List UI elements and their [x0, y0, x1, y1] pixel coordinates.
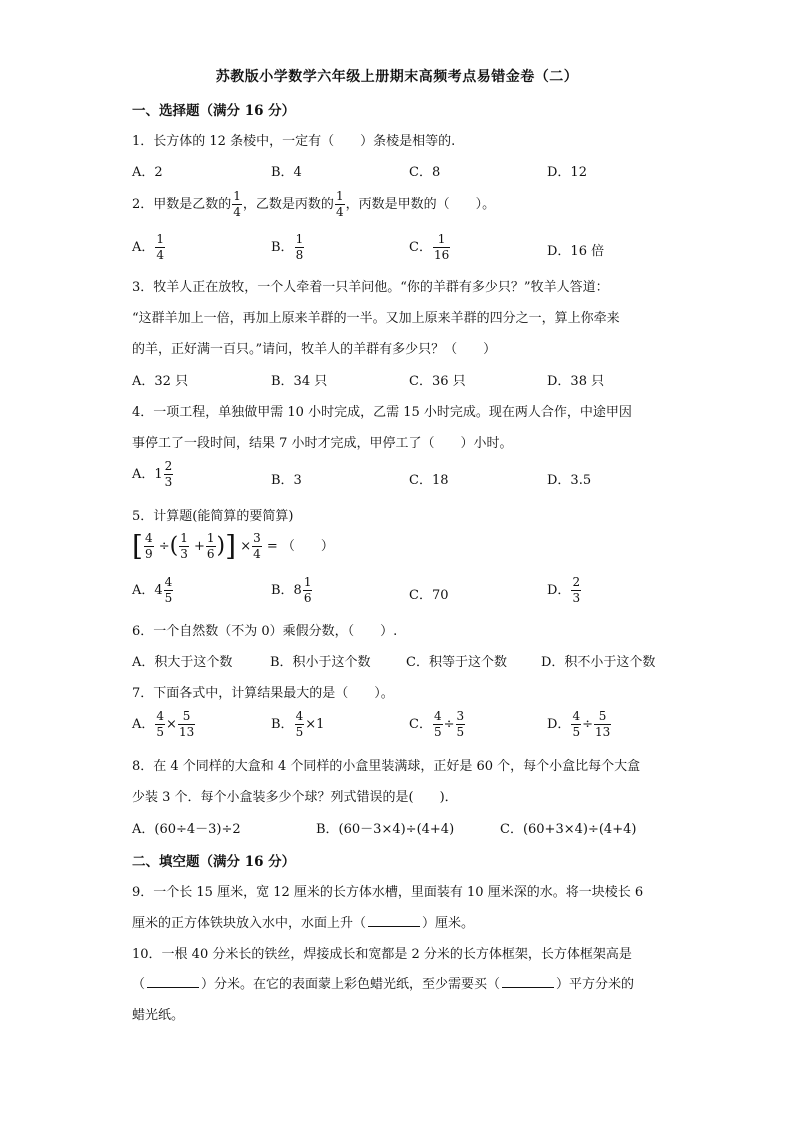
answer-blank[interactable] — [147, 975, 199, 988]
q1-option-a[interactable]: A．2 — [132, 165, 163, 180]
q7-option-d[interactable]: D． $\frac{4}{5}$ ÷ $\frac{5}{13}$ — [547, 709, 611, 739]
fraction: $\frac{1}{4}$ — [233, 189, 241, 219]
section-heading-choice: 一、选择题（满分 16 分） — [132, 103, 296, 119]
q5-expression: [ $\frac{4}{9}$ ÷( $\frac{1}{3}$ + $\frac{1}{6}$ )] × $\frac{3}{4}$ = （ ） — [132, 529, 334, 563]
page-title: 苏教版小学数学六年级上册期末高频考点易错金卷（二） — [215, 69, 579, 85]
q5-option-c[interactable]: C．70 — [409, 588, 449, 603]
section-heading-fill: 二、填空题（满分 16 分） — [132, 854, 296, 870]
q4-option-b[interactable]: B．3 — [271, 473, 302, 488]
answer-blank[interactable] — [502, 975, 554, 988]
question-8-line-2: 少装 3 个．每个小盒装多少个球？列式错误的是( )． — [132, 790, 458, 805]
q6-option-c[interactable]: C．积等于这个数 — [406, 655, 507, 670]
q8-option-a[interactable]: A．(60÷4－3)÷2 — [132, 822, 241, 837]
q2-option-d[interactable]: D．16 倍 — [547, 244, 605, 259]
q4-option-c[interactable]: C．18 — [409, 473, 449, 488]
q2-text-2: ，乙数是丙数的 — [242, 197, 334, 212]
q7-option-a[interactable]: A． $\frac{4}{5}$ × $\frac{5}{13}$ — [132, 709, 195, 739]
q1-option-d[interactable]: D．12 — [547, 165, 587, 180]
q1-option-c[interactable]: C．8 — [409, 165, 441, 180]
question-1: 1．长方体的 12 条棱中，一定有（ ）条棱是相等的. — [132, 134, 456, 149]
q6-option-d[interactable]: D．积不小于这个数 — [541, 655, 656, 670]
q3-option-c[interactable]: C．36 只 — [409, 374, 466, 389]
q3-option-d[interactable]: D．38 只 — [547, 374, 605, 389]
question-4-line-1: 4．一项工程，单独做甲需 10 小时完成，乙需 15 小时完成。现在两人合作，中途甲因 — [132, 405, 632, 420]
q7-option-b[interactable]: B． $\frac{4}{5}$ ×1 — [271, 709, 325, 739]
question-9-line-2: 厘米的正方体铁块放入水中，水面上升（ ）厘米。 — [132, 916, 475, 931]
q4-option-d[interactable]: D．3.5 — [547, 473, 592, 488]
q8-option-b[interactable]: B．(60－3×4)÷(4+4) — [316, 822, 455, 837]
q5-option-a[interactable]: A．4 $\frac{4}{5}$ — [132, 575, 173, 605]
q8-option-c[interactable]: C．(60+3×4)÷(4+4) — [500, 822, 637, 837]
question-10-line-3: 蜡光纸。 — [132, 1008, 185, 1023]
q3-option-b[interactable]: B．34 只 — [271, 374, 328, 389]
fraction: $\frac{1}{4}$ — [335, 189, 344, 219]
question-5: 5．计算题(能简算的要简算) — [132, 509, 294, 524]
q7-option-c[interactable]: C． $\frac{4}{5}$ ÷ $\frac{3}{5}$ — [409, 709, 465, 739]
question-7: 7．下面各式中，计算结果最大的是（ ）。 — [132, 686, 394, 701]
q1-option-b[interactable]: B．4 — [271, 165, 302, 180]
question-3-line-3: 的羊，正好满一百只。”请问，牧羊人的羊群有多少只？（ ） — [132, 342, 497, 357]
q2-option-a[interactable]: A． $\frac{1}{4}$ — [132, 232, 165, 262]
question-10-line-2: （ ）分米。在它的表面蒙上彩色蜡光纸，至少需要买（ ）平方分米的 — [132, 977, 635, 992]
question-4-line-2: 事停工了一段时间，结果 7 小时才完成，甲停工了（ ）小时。 — [132, 436, 513, 451]
q5-option-d[interactable]: D． $\frac{2}{3}$ — [547, 575, 581, 605]
question-2 — [132, 190, 495, 219]
question-10-line-1: 10．一根 40 分米长的铁丝，焊接成长和宽都是 2 分米的长方体框架，长方体框架高是 — [132, 947, 632, 962]
q6-option-a[interactable]: A．积大于这个数 — [132, 655, 233, 670]
q2-text-1: 2．甲数是乙数的 — [132, 197, 232, 212]
q5-option-b[interactable]: B．8 $\frac{1}{6}$ — [271, 575, 312, 605]
q6-option-b[interactable]: B．积小于这个数 — [270, 655, 371, 670]
q2-text-3: ，丙数是甲数的（ ）。 — [345, 197, 496, 212]
question-6: 6．一个自然数（不为 0）乘假分数，（ ）. — [132, 624, 398, 639]
q4-option-a[interactable]: A．1 $\frac{2}{3}$ — [132, 459, 173, 489]
q3-option-a[interactable]: A．32 只 — [132, 374, 189, 389]
question-3-line-2: “这群羊加上一倍，再加上原来羊群的一半。又加上原来羊群的四分之一，算上你牵来 — [132, 311, 620, 326]
q2-option-c[interactable]: C． $\frac{1}{16}$ — [409, 232, 450, 262]
q2-option-b[interactable]: B． $\frac{1}{8}$ — [271, 232, 304, 262]
question-9-line-1: 9．一个长 15 厘米，宽 12 厘米的长方体水槽，里面装有 10 厘米深的水。将一块棱长 6 — [132, 885, 644, 900]
answer-blank[interactable] — [368, 914, 420, 927]
question-3-line-1: 3．牧羊人正在放牧，一个人牵着一只羊问他。“你的羊群有多少只？”牧羊人答道： — [132, 280, 609, 295]
question-8-line-1: 8．在 4 个同样的大盒和 4 个同样的小盒里装满球，正好是 60 个，每个小盒比每个大盒 — [132, 759, 641, 774]
